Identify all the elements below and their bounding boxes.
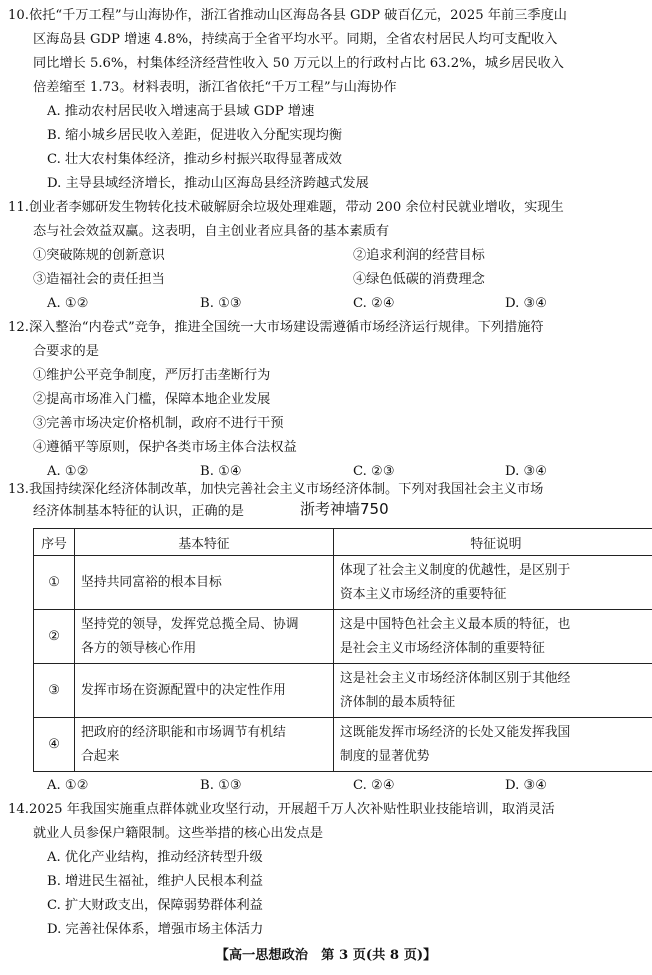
q12-item-2: ②提高市场准入门槛，保障本地企业发展 bbox=[33, 392, 271, 407]
row-feature-line: 坚持共同富裕的根本目标 bbox=[81, 574, 222, 590]
q14-option-d: D. 完善社保体系，增强市场主体活力 bbox=[47, 922, 264, 937]
q10-stem-line-1: 10.依托“千万工程”与山海协作，浙江省推动山区海岛各县 GDP 破百亿元，2025 年前三季度山 bbox=[8, 8, 567, 23]
q12-answer-d: D. ③④ bbox=[505, 464, 548, 479]
row-feature bbox=[75, 664, 334, 718]
row-description-line: 是社会主义市场经济体制的重要特征 bbox=[340, 640, 545, 656]
row-feature-line: 各方的领导核心作用 bbox=[81, 640, 197, 656]
q12-answer-b: B. ①④ bbox=[200, 464, 242, 479]
row-description bbox=[334, 664, 652, 718]
row-description bbox=[334, 718, 652, 772]
q13-answer-c: C. ②④ bbox=[353, 778, 395, 793]
q13-stem-line-2: 经济体制基本特征的认识，正确的是 bbox=[33, 504, 244, 519]
q12-item-4: ④遵循平等原则，保护各类市场主体合法权益 bbox=[33, 440, 297, 455]
table-header-row bbox=[34, 529, 652, 556]
table-row bbox=[34, 718, 652, 772]
table-row bbox=[34, 556, 652, 610]
q11-answer-a: A. ①② bbox=[47, 296, 89, 311]
row-feature bbox=[75, 610, 334, 664]
row-number: ② bbox=[34, 610, 75, 664]
table-row bbox=[34, 610, 652, 664]
q12-answer-c: C. ②③ bbox=[353, 464, 395, 479]
page-footer: 【高一思想政治 第 3 页(共 8 页)】 bbox=[215, 948, 437, 963]
row-description bbox=[334, 556, 652, 610]
q10-stem-line-3: 同比增长 5.6%，村集体经济经营性收入 50 万元以上的行政村占比 63.2%，城乡居民收入 bbox=[33, 56, 564, 71]
q12-item-3: ③完善市场决定价格机制，政府不进行干预 bbox=[33, 416, 284, 431]
q13-answer-d: D. ③④ bbox=[505, 778, 548, 793]
q12-stem-line-1: 12.深入整治“内卷式”竞争，推进全国统一大市场建设需遵循市场经济运行规律。下列措施符 bbox=[8, 320, 544, 335]
q10-option-a: A. 推动农村居民收入增速高于县域 GDP 增速 bbox=[47, 104, 315, 119]
row-feature bbox=[75, 718, 334, 772]
q10-option-c: C. 壮大农村集体经济，推动乡村振兴取得显著成效 bbox=[47, 152, 342, 167]
header-number: 序号 bbox=[34, 529, 75, 556]
table-row bbox=[34, 664, 652, 718]
row-description-line: 济体制的最本质特征 bbox=[340, 694, 456, 710]
watermark-text: 浙考神墙750 bbox=[300, 500, 389, 518]
row-description-line: 这是社会主义市场经济体制区别于其他经 bbox=[340, 670, 571, 686]
header-feature: 基本特征 bbox=[75, 529, 334, 556]
row-description bbox=[334, 610, 652, 664]
q13-answer-a: A. ①② bbox=[47, 778, 89, 793]
row-description-line: 体现了社会主义制度的优越性，是区别于 bbox=[340, 562, 571, 578]
q10-stem-line-2: 区海岛县 GDP 增速 4.8%，持续高于全省平均水平。同期，全省农村居民人均可支配收入 bbox=[33, 32, 558, 47]
q14-stem-line-1: 14.2025 年我国实施重点群体就业攻坚行动，开展超千万人次补贴性职业技能培训，取消灵活 bbox=[8, 802, 555, 817]
q11-item-1: ①突破陈规的创新意识 bbox=[33, 248, 165, 263]
q12-item-1: ①维护公平竞争制度，严厉打击垄断行为 bbox=[33, 368, 271, 383]
q14-option-a: A. 优化产业结构，推动经济转型升级 bbox=[47, 850, 263, 865]
q14-stem-line-2: 就业人员参保户籍限制。这些举措的核心出发点是 bbox=[33, 826, 324, 841]
q11-answer-b: B. ①③ bbox=[200, 296, 242, 311]
row-description-line: 这既能发挥市场经济的长处又能发挥我国 bbox=[340, 724, 571, 740]
q13-answer-b: B. ①③ bbox=[200, 778, 242, 793]
q12-stem-line-2: 合要求的是 bbox=[33, 344, 99, 359]
q11-stem-line-2: 态与社会效益双赢。这表明，自主创业者应具备的基本素质有 bbox=[33, 224, 390, 239]
q11-answer-c: C. ②④ bbox=[353, 296, 395, 311]
q12-answer-a: A. ①② bbox=[47, 464, 89, 479]
row-description-line: 制度的显著优势 bbox=[340, 748, 430, 764]
q13-stem-line-1: 13.我国持续深化经济体制改革，加快完善社会主义市场经济体制。下列对我国社会主义市场 bbox=[8, 482, 544, 497]
row-feature-line: 坚持党的领导，发挥党总揽全局、协调 bbox=[81, 616, 299, 632]
q10-option-b: B. 缩小城乡居民收入差距，促进收入分配实现均衡 bbox=[47, 128, 343, 143]
q11-stem-line-1: 11.创业者李娜研发生物转化技术破解厨余垃圾处理难题，带动 200 余位村民就业增收，实现生 bbox=[8, 200, 564, 215]
q14-option-c: C. 扩大财政支出，保障弱势群体利益 bbox=[47, 898, 263, 913]
row-description-line: 资本主义市场经济的重要特征 bbox=[340, 586, 507, 602]
row-number: ④ bbox=[34, 718, 75, 772]
row-feature bbox=[75, 556, 334, 610]
row-feature-line: 合起来 bbox=[81, 748, 120, 764]
q11-item-4: ④绿色低碳的消费理念 bbox=[353, 272, 485, 287]
q11-answer-d: D. ③④ bbox=[505, 296, 548, 311]
q10-option-d: D. 主导县域经济增长，推动山区海岛县经济跨越式发展 bbox=[47, 176, 369, 191]
header-description: 特征说明 bbox=[334, 529, 652, 556]
features-table bbox=[33, 528, 652, 772]
q11-item-3: ③造福社会的责任担当 bbox=[33, 272, 165, 287]
row-number: ① bbox=[34, 556, 75, 610]
row-feature-line: 把政府的经济职能和市场调节有机结 bbox=[81, 724, 286, 740]
row-feature-line: 发挥市场在资源配置中的决定性作用 bbox=[81, 682, 286, 698]
q14-option-b: B. 增进民生福祉，维护人民根本利益 bbox=[47, 874, 263, 889]
q11-item-2: ②追求利润的经营目标 bbox=[353, 248, 485, 263]
row-description-line: 这是中国特色社会主义最本质的特征，也 bbox=[340, 616, 571, 632]
row-number: ③ bbox=[34, 664, 75, 718]
q10-stem-line-4: 倍差缩至 1.73。材料表明，浙江省依托“千万工程”与山海协作 bbox=[33, 80, 397, 95]
